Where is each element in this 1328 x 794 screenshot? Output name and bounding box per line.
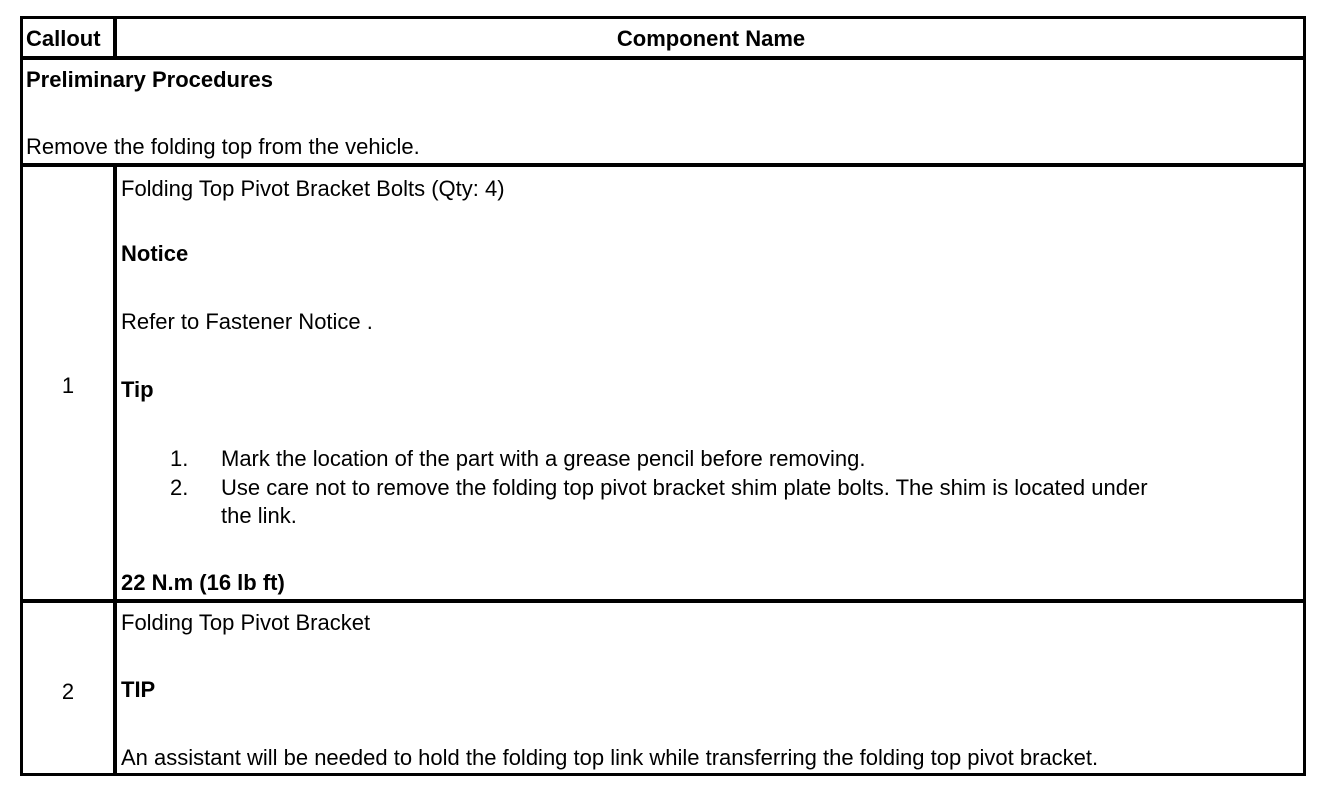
callout-column-divider [113,164,117,776]
header-divider [23,56,1303,60]
notice-text: Refer to Fastener Notice . [121,309,373,334]
step-text: the link. [221,503,297,528]
callout-number: 2 [61,679,75,704]
tip-heading: TIP [121,677,156,702]
preliminary-heading: Preliminary Procedures [26,67,274,92]
preliminary-divider [23,163,1303,167]
step-number: 1. [170,446,189,471]
row-divider [23,599,1303,603]
step-text: Use care not to remove the folding top pivot bracket shim plate bolts. The shim is located under [221,475,1148,500]
procedure-table [20,16,1306,776]
header-component-name: Component Name [616,26,806,51]
step-text: Mark the location of the part with a grease pencil before removing. [221,446,866,471]
header-column-divider [113,19,117,57]
preliminary-text: Remove the folding top from the vehicle. [26,134,420,159]
notice-heading: Notice [121,241,189,266]
step-number: 2. [170,475,189,500]
component-name: Folding Top Pivot Bracket [121,610,371,635]
component-name: Folding Top Pivot Bracket Bolts (Qty: 4) [121,176,505,201]
header-callout: Callout [26,26,101,51]
tip-heading: Tip [121,377,154,402]
callout-number: 1 [61,373,75,398]
tip-text: An assistant will be needed to hold the folding top link while transferring the folding top pivot bracket. [121,745,1099,770]
torque-spec: 22 N.m (16 lb ft) [121,570,285,595]
